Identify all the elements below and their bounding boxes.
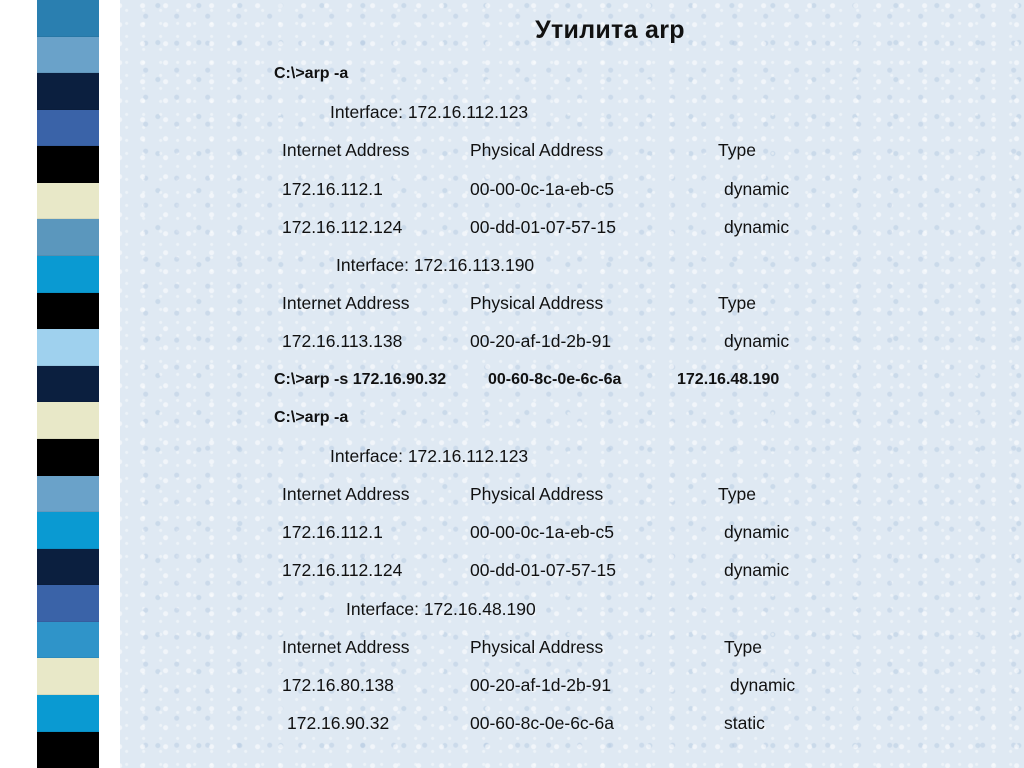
- table-row: [274, 131, 834, 169]
- type-cell: dynamic: [724, 522, 790, 543]
- table-row: [274, 208, 834, 246]
- stripe-segment: [37, 402, 99, 439]
- physical-address-cell: Physical Address: [470, 636, 604, 657]
- interface-label: Interface: 172.16.112.123: [330, 445, 529, 466]
- physical-address-cell: 00-dd-01-07-57-15: [470, 560, 616, 581]
- table-row: [274, 666, 834, 704]
- decorative-stripe-band: [37, 0, 99, 768]
- type-cell: dynamic: [724, 216, 790, 237]
- stripe-segment: [37, 329, 99, 366]
- physical-address-cell: Physical Address: [470, 293, 604, 314]
- physical-address-cell: Physical Address: [470, 484, 604, 505]
- stripe-segment: [37, 732, 99, 768]
- internet-address-cell: Internet Address: [282, 484, 410, 505]
- internet-address-cell: 172.16.112.1: [282, 178, 383, 199]
- stripe-segment: [37, 146, 99, 183]
- stripe-segment: [37, 0, 99, 37]
- stripe-segment: [37, 658, 99, 695]
- type-cell: dynamic: [724, 178, 790, 199]
- stripe-segment: [37, 37, 99, 74]
- physical-address-cell: 00-00-0c-1a-eb-c5: [470, 178, 614, 199]
- physical-address-cell: Physical Address: [470, 140, 604, 161]
- internet-address-cell: 172.16.112.1: [282, 522, 383, 543]
- mac-argument: 00-60-8c-0e-6c-6a: [488, 370, 622, 388]
- internet-address-cell: 172.16.90.32: [287, 713, 390, 734]
- physical-address-cell: 00-20-af-1d-2b-91: [470, 331, 612, 352]
- table-row: [274, 475, 834, 513]
- internet-address-cell: Internet Address: [282, 636, 410, 657]
- type-cell: dynamic: [724, 331, 790, 352]
- command-line: [274, 399, 834, 437]
- stripe-segment: [37, 622, 99, 659]
- physical-address-cell: 00-60-8c-0e-6c-6a: [470, 713, 614, 734]
- stripe-segment: [37, 219, 99, 256]
- command-text: C:\>arp -s 172.16.90.32: [274, 370, 447, 388]
- interface-label: Interface: 172.16.48.190: [346, 598, 536, 619]
- slide-title: Утилита arp: [535, 16, 685, 44]
- interface-header: [274, 93, 834, 131]
- stripe-segment: [37, 73, 99, 110]
- stripe-segment: [37, 110, 99, 147]
- type-cell: Type: [718, 484, 756, 505]
- interface-label: Interface: 172.16.113.190: [336, 254, 535, 275]
- command-text: C:\>arp -a: [274, 65, 349, 82]
- type-cell: Type: [724, 636, 762, 657]
- stripe-segment: [37, 439, 99, 476]
- table-row: [274, 284, 834, 322]
- type-cell: Type: [718, 140, 756, 161]
- stripe-segment: [37, 695, 99, 732]
- physical-address-cell: 00-dd-01-07-57-15: [470, 216, 616, 237]
- table-row: [274, 170, 834, 208]
- stripe-segment: [37, 256, 99, 293]
- internet-address-cell: Internet Address: [282, 140, 410, 161]
- interface-argument: 172.16.48.190: [677, 370, 780, 388]
- table-row: [274, 322, 834, 360]
- table-row: [274, 513, 834, 551]
- interface-header: [274, 590, 834, 628]
- interface-label: Interface: 172.16.112.123: [330, 102, 529, 123]
- command-line: [274, 361, 834, 399]
- physical-address-cell: 00-20-af-1d-2b-91: [470, 675, 612, 695]
- stripe-segment: [37, 585, 99, 622]
- interface-header: [274, 437, 834, 475]
- table-row: [274, 628, 834, 666]
- stripe-segment: [37, 366, 99, 403]
- internet-address-cell: 172.16.112.124: [282, 216, 403, 237]
- stripe-segment: [37, 476, 99, 513]
- stripe-segment: [37, 293, 99, 330]
- command-line: [274, 55, 834, 93]
- type-cell: Type: [718, 293, 756, 314]
- stripe-segment: [37, 512, 99, 549]
- command-text: C:\>arp -a: [274, 408, 349, 426]
- physical-address-cell: 00-00-0c-1a-eb-c5: [470, 522, 614, 543]
- table-row: [274, 551, 834, 589]
- internet-address-cell: 172.16.112.124: [282, 560, 403, 581]
- type-cell: dynamic: [730, 675, 796, 695]
- type-cell: static: [724, 713, 765, 734]
- internet-address-cell: 172.16.80.138: [282, 675, 394, 695]
- interface-header: [274, 246, 834, 284]
- stripe-segment: [37, 549, 99, 586]
- internet-address-cell: Internet Address: [282, 293, 410, 314]
- table-row: [274, 704, 834, 742]
- type-cell: dynamic: [724, 560, 790, 581]
- internet-address-cell: 172.16.113.138: [282, 331, 403, 352]
- arp-output: [274, 55, 834, 742]
- stripe-segment: [37, 183, 99, 220]
